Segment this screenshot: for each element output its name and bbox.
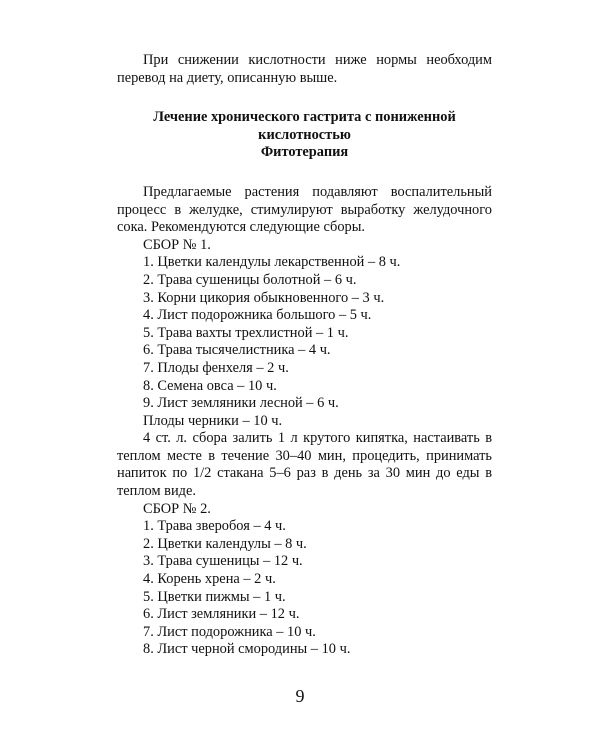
collection-1-item: 7. Плоды фенхеля – 2 ч.	[143, 359, 289, 376]
page-number: 9	[295, 686, 305, 706]
description-paragraph: Предлагаемые растения подавляют воспалительный процесс в желудке, стимулируют выработку желудочного сока. Рекомендуются следующие сборы.	[117, 183, 492, 236]
collection-1-item: Плоды черники – 10 ч.	[143, 412, 283, 429]
collection-2-item: 8. Лист черной смородины – 10 ч.	[143, 641, 351, 658]
section-heading-line-2: кислотностью	[258, 126, 351, 143]
spacer	[117, 162, 492, 184]
collection-2-item: 7. Лист подорожника – 10 ч.	[143, 623, 316, 640]
collection-1-item: 9. Лист земляники лесной – 6 ч.	[143, 395, 339, 412]
collection-2-title: СБОР № 2.	[143, 500, 211, 517]
collection-1-item: 5. Трава вахты трехлистной – 1 ч.	[143, 324, 349, 341]
collection-2-item: 1. Трава зверобоя – 4 ч.	[143, 518, 286, 535]
collection-1-instructions: 4 ст. л. сбора залить 1 л крутого кипятка, настаивать в теплом месте в течение 30–40 мин, процедить, принимать напиток по 1/2 стакана 5–6 раз в день за 30 мин до еды в теплом виде.	[117, 430, 492, 500]
page-content	[117, 52, 492, 659]
collection-1-item: 3. Корни цикория обыкновенного – 3 ч.	[143, 289, 385, 306]
collection-1-item: 2. Трава сушеницы болотной – 6 ч.	[143, 271, 357, 288]
section-heading-line-1: Лечение хронического гастрита с пониженной	[153, 109, 456, 126]
collection-1-item: 8. Семена овса – 10 ч.	[143, 377, 277, 394]
collection-2-item: 5. Цветки пижмы – 1 ч.	[143, 588, 286, 605]
collection-2-item: 6. Лист земляники – 12 ч.	[143, 606, 300, 623]
collection-1-title: СБОР № 1.	[143, 236, 211, 253]
collection-1-item: 4. Лист подорожника большого – 5 ч.	[143, 307, 372, 324]
collection-1-item: 1. Цветки календулы лекарственной – 8 ч.	[143, 254, 401, 271]
intro-paragraph: При снижении кислотности ниже нормы необходим перевод на диету, описанную выше.	[117, 52, 492, 86]
collection-2-item: 4. Корень хрена – 2 ч.	[143, 571, 276, 588]
collection-2-item: 3. Трава сушеницы – 12 ч.	[143, 553, 303, 570]
section-subheading: Фитотерапия	[260, 144, 349, 161]
collection-2-item: 2. Цветки календулы – 8 ч.	[143, 535, 307, 552]
collection-1-item: 6. Трава тысячелистника – 4 ч.	[143, 342, 331, 359]
